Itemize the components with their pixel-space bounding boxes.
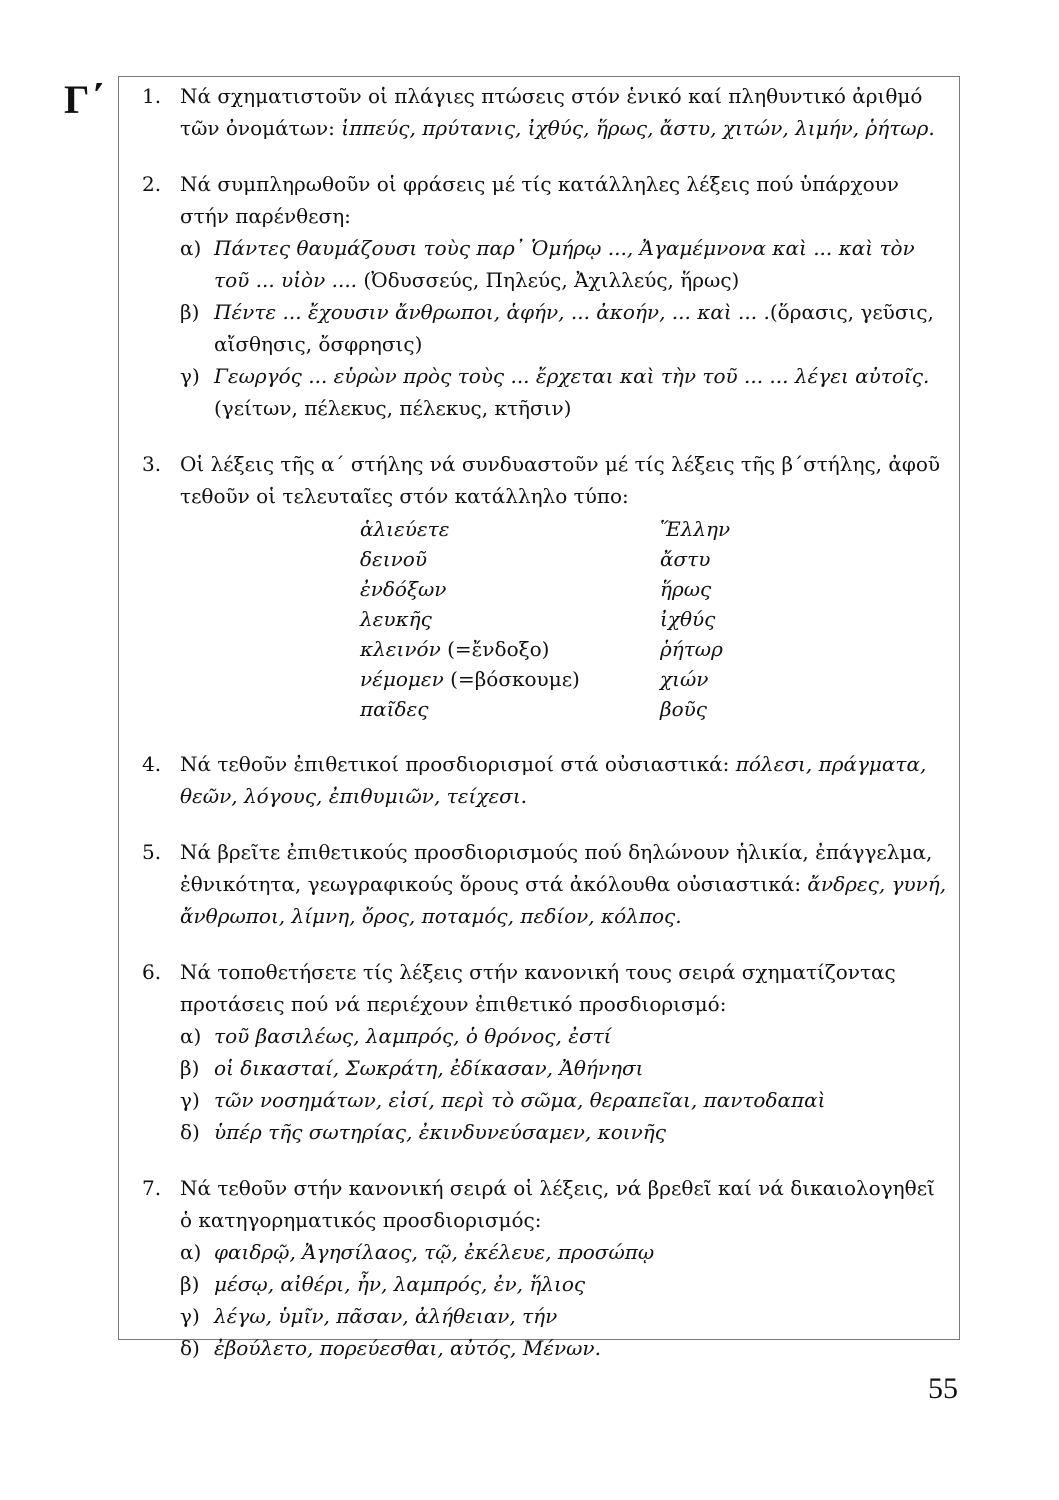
sub-item-label: γ) bbox=[180, 1088, 200, 1112]
sub-item bbox=[180, 1020, 952, 1052]
exercise-number: 2. bbox=[142, 172, 162, 196]
instruction: Νά τεθοῦν στήν κανονική σειρά οἱ λέξεις, νά βρεθεῖ καί νά δικαιολογηθεῖ ὁ κατηγορηματικός προσδιορισμός: bbox=[180, 1176, 935, 1232]
sub-item bbox=[180, 232, 952, 296]
word-list: ἱππεύς, πρύτανις, ἰχθύς, ἥρως, ἄστυ, χιτών, λιμήν, ῥήτωρ. bbox=[341, 116, 935, 140]
word-columns bbox=[360, 514, 952, 724]
exercise-number: 4. bbox=[142, 752, 162, 776]
column-b-item: ῥήτωρ bbox=[660, 637, 723, 661]
sub-item-label: γ) bbox=[180, 364, 200, 388]
word-list: οἱ δικασταί, Σωκράτη, ἐδίκασαν, Ἀθήνησι bbox=[214, 1056, 644, 1080]
sub-item-label: β) bbox=[180, 1056, 200, 1080]
exercise-number: 1. bbox=[142, 84, 162, 108]
exercise-text bbox=[180, 836, 952, 932]
column-b-item: ἰχθύς bbox=[660, 607, 716, 631]
word-list: τοῦ βασιλέως, λαμπρός, ὁ θρόνος, ἐστί bbox=[214, 1024, 612, 1048]
column-b-item: Ἕλλην bbox=[660, 517, 731, 541]
exercise-5 bbox=[142, 836, 952, 932]
column-a-item: δεινοῦ bbox=[360, 547, 427, 571]
word-list: ἄνδρες, γυνή, ἄνθρωποι, λίμνη, ὄρος, ποταμός, πεδίον, κόλπος. bbox=[180, 872, 947, 928]
phrase: Πάντες θαυμάζουσι τοὺς παρ᾽ Ὁμήρῳ ..., Ἀγαμέμνονα καὶ ... καὶ τὸν τοῦ ... υἱὸν .... bbox=[214, 236, 915, 292]
hint: (ὅρασις, γεῦσις, αἴσθησις, ὄσφρησις) bbox=[214, 300, 934, 356]
section-label: Γ΄ bbox=[64, 77, 105, 122]
word-list: πόλεσι, πράγματα, θεῶν, λόγους, ἐπιθυμιῶν, τείχεσι. bbox=[180, 752, 927, 808]
sub-item-label: β) bbox=[180, 1272, 200, 1296]
sub-item bbox=[180, 1268, 952, 1300]
word-list: ὑπέρ τῆς σωτηρίας, ἐκινδυνεύσαμεν, κοινῆς bbox=[214, 1120, 666, 1144]
column-a bbox=[360, 514, 660, 724]
hint: (Ὀδυσσεύς, Πηλεύς, Ἀχιλλεύς, ἥρως) bbox=[357, 268, 740, 292]
phrase: Πέντε ... ἔχουσιν ἄνθρωποι, ἁφήν, ... ἀκοήν, ... καὶ ... . bbox=[214, 300, 770, 324]
exercise-number: 7. bbox=[142, 1176, 162, 1200]
column-b bbox=[660, 514, 900, 724]
column-b-item: ἥρως bbox=[660, 577, 712, 601]
column-a-item: νέμομεν (=βόσκουμε) bbox=[360, 667, 580, 691]
sub-item-label: β) bbox=[180, 300, 200, 324]
word-list: λέγω, ὑμῖν, πᾶσαν, ἀλήθειαν, τήν bbox=[214, 1304, 558, 1328]
column-a-item: κλεινόν (=ἔνδοξο) bbox=[360, 637, 550, 661]
exercise-list bbox=[142, 80, 952, 1388]
exercise-number: 5. bbox=[142, 840, 162, 864]
sub-item bbox=[180, 1300, 952, 1332]
column-b-item: χιών bbox=[660, 667, 709, 691]
column-a-item: ἐνδόξων bbox=[360, 577, 447, 601]
word-list: ἐβούλετο, πορεύεσθαι, αὐτός, Μένων. bbox=[214, 1336, 601, 1360]
word-list: τῶν νοσημάτων, εἰσί, περὶ τὸ σῶμα, θεραπεῖαι, παντοδαπαὶ bbox=[214, 1088, 826, 1112]
instruction: Νά σχηματιστοῦν οἱ πλάγιες πτώσεις στόν ἑνικό καί πληθυντικό ἀριθμό τῶν ὀνομάτων: bbox=[180, 84, 923, 140]
exercise-7 bbox=[142, 1172, 952, 1364]
exercise-2 bbox=[142, 168, 952, 424]
sub-item bbox=[180, 296, 952, 360]
sub-item bbox=[180, 360, 952, 424]
phrase: Γεωργός ... εὑρὼν πρὸς τοὺς ... ἔρχεται καὶ τὴν τοῦ ... ... λέγει αὐτοῖς. bbox=[214, 364, 930, 388]
column-a-item: ἁλιεύετε bbox=[360, 517, 450, 541]
word-list: φαιδρῷ, Ἀγησίλαος, τῷ, ἐκέλευε, προσώπῳ bbox=[214, 1240, 655, 1264]
exercise-number: 3. bbox=[142, 452, 162, 476]
word-list: μέσῳ, αἰθέρι, ἦν, λαμπρός, ἐν, ἥλιος bbox=[214, 1272, 586, 1296]
sub-item bbox=[180, 1332, 952, 1364]
page-number: 55 bbox=[928, 1372, 958, 1405]
sub-item-label: α) bbox=[180, 1240, 202, 1264]
sub-item-label: α) bbox=[180, 236, 202, 260]
sub-item bbox=[180, 1052, 952, 1084]
sub-item-label: δ) bbox=[180, 1336, 200, 1360]
exercise-text bbox=[180, 748, 952, 812]
sub-item-label: α) bbox=[180, 1024, 202, 1048]
column-a-item: παῖδες bbox=[360, 697, 429, 721]
exercise-4 bbox=[142, 748, 952, 812]
column-b-item: ἄστυ bbox=[660, 547, 711, 571]
column-b-item: βοῦς bbox=[660, 697, 707, 721]
exercise-6 bbox=[142, 956, 952, 1148]
sub-item-label: δ) bbox=[180, 1120, 200, 1144]
instruction: Νά βρεῖτε ἐπιθετικούς προσδιορισμούς πού δηλώνουν ἡλικία, ἐπάγγελμα, ἐθνικότητα, γεωγραφικούς ὅρους στά ἀκόλουθα οὐσιαστικά: bbox=[180, 840, 933, 896]
sub-item bbox=[180, 1084, 952, 1116]
hint: (γείτων, πέλεκυς, πέλεκυς, κτῆσιν) bbox=[214, 396, 572, 420]
instruction: Νά τοποθετήσετε τίς λέξεις στήν κανονική τους σειρά σχηματίζοντας προτάσεις πού νά περιέχουν ἐπιθετικό προσδιορισμό: bbox=[180, 960, 896, 1016]
sub-item bbox=[180, 1116, 952, 1148]
instruction: Οἱ λέξεις τῆς α΄ στήλης νά συνδυαστοῦν μέ τίς λέξεις τῆς β΄στήλης, ἀφοῦ τεθοῦν οἱ τελευταῖες στόν κατάλληλο τύπο: bbox=[180, 452, 941, 508]
instruction: Νά συμπληρωθοῦν οἱ φράσεις μέ τίς κατάλληλες λέξεις πού ὑπάρχουν στήν παρένθεση: bbox=[180, 172, 899, 228]
exercise-text bbox=[180, 80, 952, 144]
sub-item bbox=[180, 1236, 952, 1268]
exercise-3 bbox=[142, 448, 952, 724]
column-a-item: λευκῆς bbox=[360, 607, 432, 631]
sub-item-label: γ) bbox=[180, 1304, 200, 1328]
exercise-number: 6. bbox=[142, 960, 162, 984]
instruction: Νά τεθοῦν ἐπιθετικοί προσδιορισμοί στά οὐσιαστικά: bbox=[180, 752, 736, 776]
exercise-1 bbox=[142, 80, 952, 144]
